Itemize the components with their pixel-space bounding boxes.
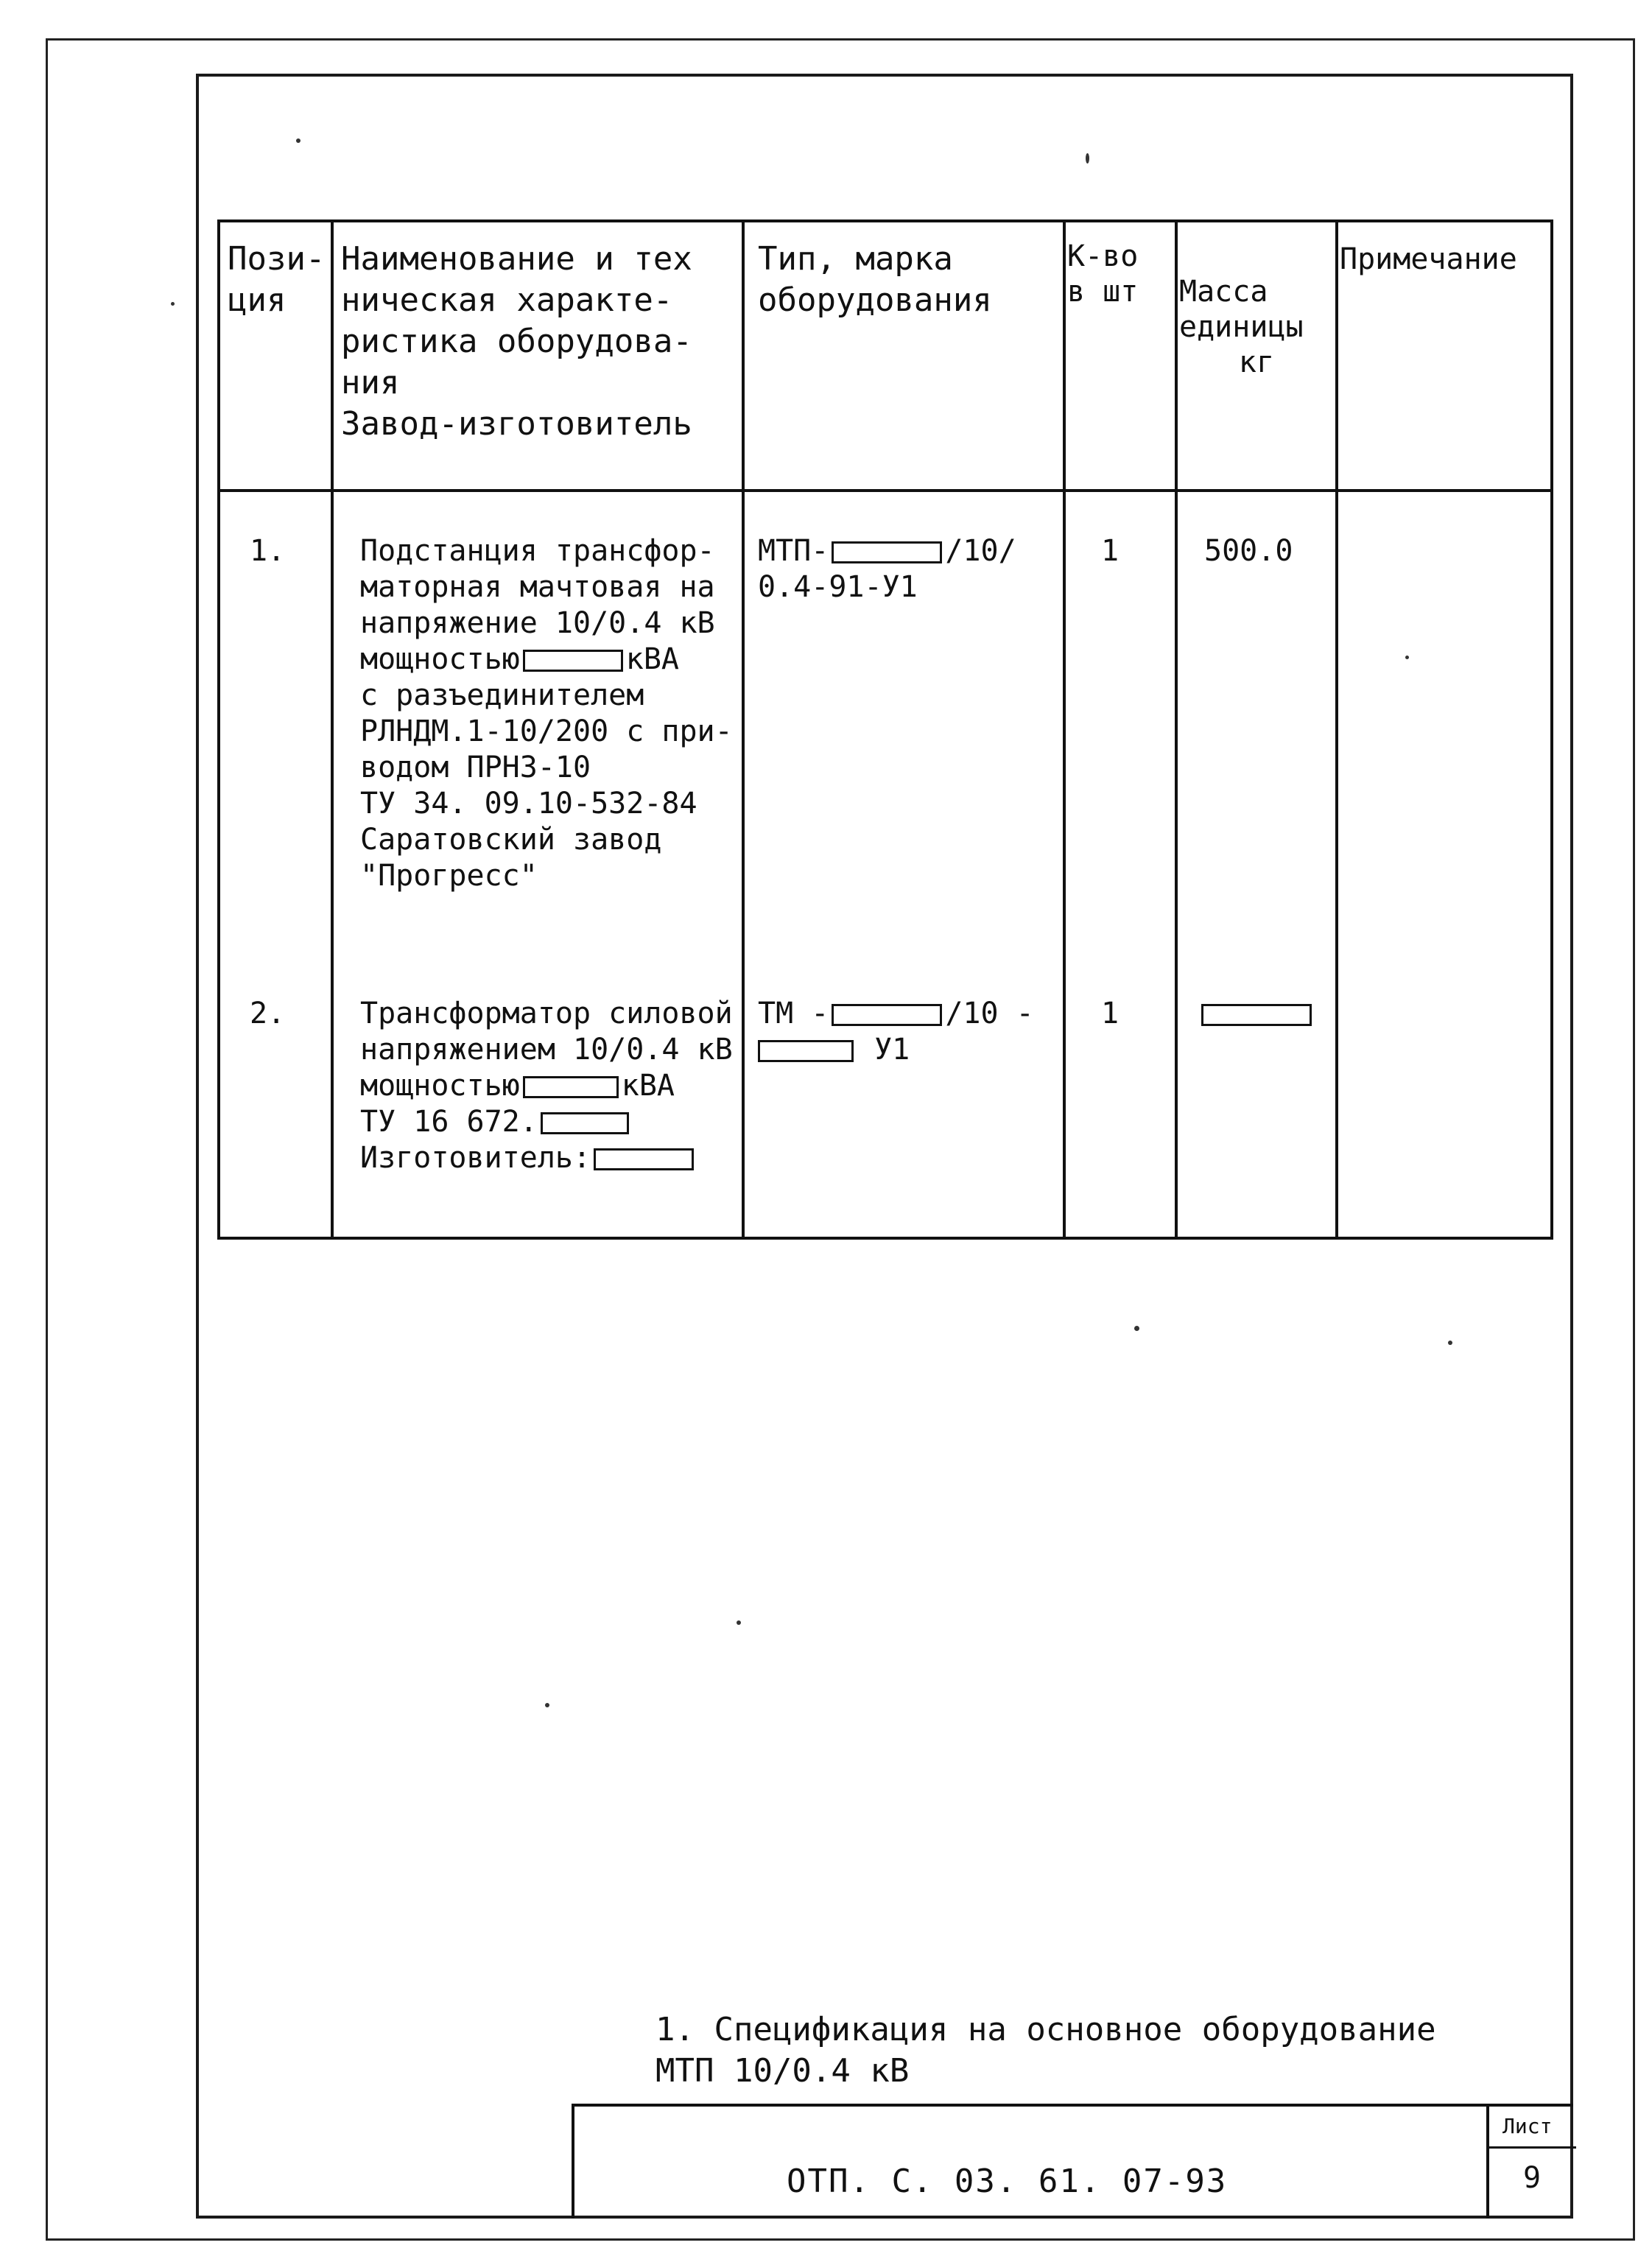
drawing-caption: [655, 2009, 1436, 2092]
row2-type-line: [758, 996, 1061, 1032]
power-blank-field[interactable]: [523, 650, 623, 672]
header-mass: [1179, 239, 1334, 415]
caption-line1: 1. Спецификация на основное оборудование: [655, 2011, 1436, 2048]
row1-mass: 500.0: [1204, 534, 1293, 568]
row1-type-line: [758, 533, 1061, 569]
row2-name-line: [360, 1104, 743, 1140]
sheet-number: 9: [1523, 2161, 1542, 2195]
tu-blank-field[interactable]: [541, 1112, 629, 1134]
row1-name-line: маторная мачтовая на: [360, 570, 715, 604]
row2-power-label: мощностью: [360, 1069, 520, 1103]
row1-position: 1.: [250, 534, 286, 568]
row1-power-label: мощностью: [360, 642, 520, 676]
sheet-label: Лист: [1502, 2114, 1553, 2138]
row2-type-line2: У1: [874, 1033, 910, 1067]
row2-name: [360, 996, 743, 1176]
row1-name: [360, 533, 743, 894]
row2-name-line: [360, 1068, 743, 1104]
row1-power-unit: кВА: [625, 642, 679, 676]
row2-type: [758, 996, 1061, 1068]
power-blank-field[interactable]: [523, 1076, 619, 1098]
row2-manufacturer-label: Изготовитель:: [360, 1141, 591, 1175]
mass-blank-field[interactable]: [1201, 1004, 1312, 1026]
header-quantity: К-во в шт: [1067, 239, 1139, 309]
scan-speck: [1134, 1326, 1139, 1331]
specification-table: [217, 219, 1553, 1240]
row1-name-line: напряжение 10/0.4 кВ: [360, 606, 715, 640]
row2-type-line2-wrap: [758, 1032, 1061, 1068]
title-block: [572, 2104, 1573, 2219]
scan-speck: [545, 1703, 549, 1707]
scan-speck: [1448, 1341, 1452, 1345]
row2-name-line: Трансформатор силовой: [360, 997, 733, 1030]
column-divider: [1335, 222, 1338, 1237]
row1-name-line: "Прогресс": [360, 859, 538, 893]
row1-name-line: ТУ 34. 09.10-532-84: [360, 787, 697, 821]
row1-type-prefix: МТП-: [758, 534, 829, 568]
row1-quantity: 1: [1101, 534, 1120, 568]
row1-type-suffix: /10/: [945, 534, 1016, 568]
header-mass-label: Масса единицы: [1179, 275, 1304, 344]
row2-position: 2.: [250, 997, 286, 1030]
column-divider: [1175, 222, 1178, 1237]
row1-name-line: [360, 642, 743, 678]
row1-name-line: Подстанция трансфор-: [360, 534, 715, 568]
column-divider: [331, 222, 334, 1237]
row2-name-line: [360, 1140, 743, 1176]
scan-speck: [1405, 656, 1409, 659]
header-type: Тип, марка оборудования: [758, 240, 992, 319]
row1-name-line: Саратовский завод: [360, 823, 662, 857]
row2-mass: [1204, 996, 1315, 1032]
row2-tu-label: ТУ 16 672.: [360, 1105, 538, 1139]
scan-speck: [171, 302, 175, 306]
type-power-blank-field[interactable]: [832, 1004, 942, 1026]
scan-speck: [737, 1620, 741, 1625]
caption-line2: МТП 10/0.4 кВ: [655, 2052, 910, 2090]
row1-name-line: с разъединителем: [360, 678, 644, 712]
type-winding-blank-field[interactable]: [758, 1040, 854, 1062]
manufacturer-blank-field[interactable]: [594, 1148, 694, 1170]
header-divider: [220, 489, 1550, 492]
row2-name-line: напряжением 10/0.4 кВ: [360, 1033, 733, 1067]
header-note: Примечание: [1340, 242, 1517, 276]
type-power-blank-field[interactable]: [832, 541, 942, 563]
row2-power-unit: кВА: [621, 1069, 675, 1103]
row2-type-prefix: ТМ -: [758, 997, 829, 1030]
header-position: Пози- ция: [228, 240, 326, 319]
scan-speck: [1086, 153, 1089, 164]
header-mass-unit: кг: [1238, 345, 1275, 379]
column-divider: [1063, 222, 1066, 1237]
title-block-divider: [1486, 2107, 1489, 2219]
sheet-cell-divider: [1489, 2146, 1576, 2149]
header-name: Наименование и тех ническая характе- ристика оборудова- ния Завод-изготовитель: [341, 240, 692, 443]
document-designation: ОТП. С. 03. 61. 07-93: [787, 2163, 1228, 2200]
row2-quantity: 1: [1101, 997, 1120, 1030]
row1-type-line2: 0.4-91-У1: [758, 570, 918, 604]
row2-type-suffix: /10 -: [945, 997, 1034, 1030]
row1-type: [758, 533, 1061, 605]
row1-name-line: водом ПРН3-10: [360, 751, 591, 784]
row1-name-line: РЛНДМ.1-10/200 с при-: [360, 714, 733, 748]
scan-speck: [296, 138, 300, 143]
